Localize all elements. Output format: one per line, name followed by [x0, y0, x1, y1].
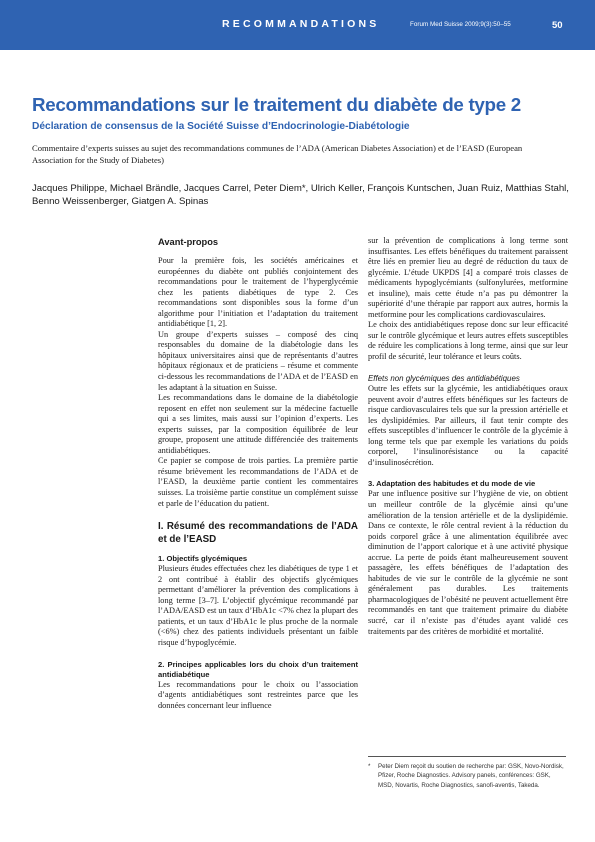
- footnote: [368, 762, 568, 790]
- text-column-left: [158, 236, 358, 711]
- article-title: Recommandations sur le traitement du diabète de type 2: [32, 94, 521, 115]
- article-subtitle: Déclaration de consensus de la Société Suisse d’Endocrinologie-Diabétologie: [32, 121, 410, 132]
- paragraph: Ce papier se compose de trois parties. La première partie résume brièvement les recommandations de l’ADA et de l’EASD, la deuxième partie contient les commentaires suisses. La troisième partie constitue un complément suisse et parle de l’éducation du patient.: [158, 456, 358, 508]
- paragraph: Un groupe d’experts suisses – composé des cinq responsables du domaine de la diabétologie dans les hôpitaux universitaires ainsi que de représentants d’autres hôpitaux régionaux et de praticiens – résume et commente ci-dessous les recommandations de l’ADA et de l’EASD en les adaptant à la situation en Suisse.: [158, 329, 358, 392]
- paragraph: Les recommandations pour le choix ou l’association d’agents antidiabétiques sont restreintes parce que les données concernant leur influence: [158, 679, 358, 710]
- footnote-divider: [368, 756, 566, 757]
- journal-citation: Forum Med Suisse 2009;9(3):50–55: [410, 21, 511, 28]
- footnote-text: Peter Diem reçoit du soutien de recherche par: GSK, Novo-Nordisk, Pfizer, Roche Diagnostics. Advisory panels, conférences: GSK, MSD, Novartis, Roche Diagnostics, sanofi-aventis, Takeda.: [378, 763, 564, 789]
- section-heading-part-1: I. Résumé des recommandations de l’ADA et de l’EASD: [158, 521, 358, 545]
- paragraph: Plusieurs études effectuées chez les diabétiques de type 1 et 2 ont contribué à établir des objectifs glycémiques permettant d’améliorer la prévention des complications à long terme [3–7]. L’objectif glycémique recommandé par l’ADA/EASD est un taux d’HbA1c <7% chez la plupart des patients, et un taux d’HbA1c le plus proche de la normale (<6%) chez des patients individuels présentant un faible risque d’hypoglycémie.: [158, 564, 358, 647]
- page-number: 50: [552, 20, 563, 31]
- section-heading-avant-propos: Avant-propos: [158, 237, 219, 247]
- paragraph: sur la prévention de complications à long terme sont insuffisantes. Les effets bénéfiques du traitement paraissent être liés en premier lieu au degré de réduction du taux de glycémie. L’étude UKPDS [4] a comparé trois classes de médicaments hypoglycémiants (sulfonylurées, metformine et insuline), mais cette étude n’a pas pu démontrer la supériorité d’une thérapie par rapport aux autres, hormis la metformine pour les complications cardiovasculaires.: [368, 236, 568, 319]
- paragraph: Le choix des antidiabétiques repose donc sur leur efficacité sur le contrôle glycémique et leurs autres effets susceptibles de réduire les complications à long terme, ainsi que sur leur profil de sécurité, leur tolérance et leurs coûts.: [368, 320, 568, 362]
- author-list: Jacques Philippe, Michael Brändle, Jacques Carrel, Peter Diem*, Ulrich Keller, François Kuntschen, Juan Ruiz, Matthias Stahl, Benno Weissenberger, Giatgen A. Spinas: [32, 183, 569, 208]
- paragraph: Les recommandations dans le domaine de la diabétologie reposent en effet non seulement sur la médecine factuelle qui a ses limites, mais aussi sur l’opinion d’experts. Les experts suisses, par la composition équilibrée de leur groupe, proposent une attitude différenciée des traitements antidiabétiques.: [158, 393, 358, 455]
- subheading-principes: 2. Principes applicables lors du choix d’un traitement antidiabétique: [158, 659, 358, 679]
- article-abstract: Commentaire d’experts suisses au sujet des recommandations communes de l’ADA (American Diabetes Association) et de l’EASD (European Association for the Study of Diabetes): [32, 143, 523, 165]
- header-bar: [0, 0, 595, 50]
- subheading-adaptation: 3. Adaptation des habitudes et du mode de vie: [368, 479, 536, 489]
- subheading-effets: Effets non glycémiques des antidiabétiques: [368, 373, 520, 383]
- footnote-mark: *: [368, 763, 371, 770]
- subheading-objectifs: 1. Objectifs glycémiques: [158, 554, 248, 564]
- paragraph: Pour la première fois, les sociétés américaines et européennes du diabète ont publiés conjointement des recommandations pour le traitement de l’hyperglycémie chez les patients diabétiques de type 2. Ces recommandations sont disponibles sous la forme d’un algorithme pour l’initiation et l’adaptation du traitement antidiabétique [1, 2].: [158, 256, 358, 329]
- section-name: RECOMMANDATIONS: [222, 18, 380, 30]
- paragraph: Par une influence positive sur l’hygiène de vie, on obtient un meilleur contrôle de la glycémie ainsi qu’une amélioration de la tension artérielle et de la dyslipidémie. Dans ce contexte, le rôle central revient à la réduction du poids corporel grâce à une alimentation équilibrée avec diminution de l’apport calorique et à une activité physique accrue. La perte de poids étant malheureusement souvent passagère, les effets bénéfiques de l’adaptation des habitudes de vie sur le contrôle de la glycémie ne sont généralement pas durables. Les traitements pharmacologiques de l’obésité ne peuvent actuellement être recommandés en tant que traitement primaire du diabète sucré, car il n’existe pas d’études ayant validé ces traitements par des critères de morbidité et mortalité.: [368, 489, 568, 636]
- text-column-right: [368, 236, 568, 637]
- paragraph: Outre les effets sur la glycémie, les antidiabétiques oraux peuvent avoir d’autres effets bénéfiques sur les facteurs de risque cardiovasculaires tels que sur la pression artérielle et les dyslipidémies. Par ailleurs, il faut tenir compte des effets susceptibles d’influencer le contrôle de la glycémie à long terme tels que par exemple les variations du poids corporel, l’insulinorésistance ou la capacité d’insulinosécrétion.: [368, 384, 568, 467]
